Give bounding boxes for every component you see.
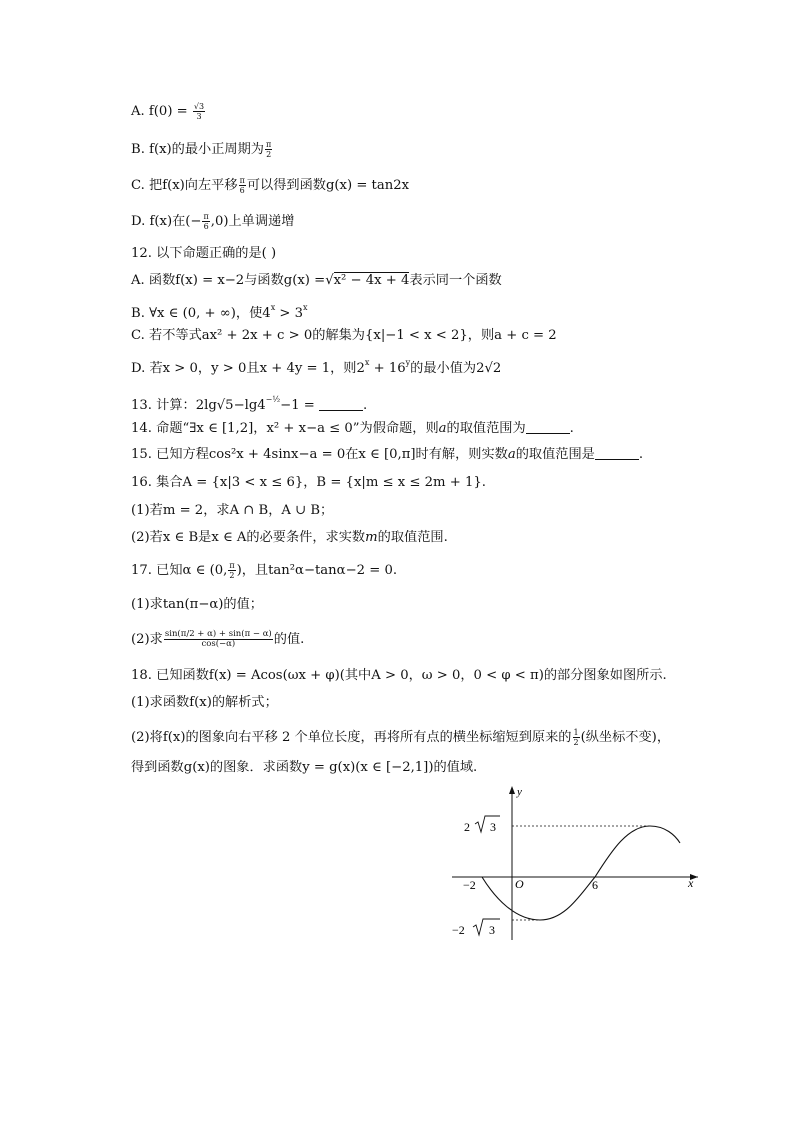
q12-d-exp1: x [364,358,370,367]
q15-answer-blank[interactable] [595,447,639,460]
q17-p2-text: (2)求 [131,632,163,647]
q17-stem-suffix: )，且tan²α−tanα−2 = 0. [236,563,398,578]
q13-exponent: −½ [265,395,281,404]
q12-d-text3: 的最小值为2√2 [410,361,502,376]
q14-suffix: 的取值范围为 [446,421,526,436]
min-label-sqrt [473,919,500,935]
q18-part2-cont: 得到函数g(x)的图象．求函数y = g(x)(x ∈ [−2,1])的值域. [131,760,478,775]
function-graph [440,780,710,950]
q11-a-fraction: $\frac{√3}{3}$ [193,102,205,121]
origin-label: O [515,877,524,891]
q12-b-exp2: x [303,303,308,312]
q18-part1: (1)求函数f(x)的解析式； [131,695,278,710]
q12-stem: 12. 以下命题正确的是( ) [131,246,277,261]
q11-b-text: B. f(x)的最小正周期为 [131,142,264,157]
min-label-radicand: 3 [489,923,495,937]
y-axis-label: y [517,786,522,798]
min-label-coef: −2 [452,923,465,937]
x-axis-label: x [688,876,694,890]
q11-d-fraction: $\frac{\pi}{6}$ [203,212,209,231]
q13-answer-blank[interactable] [319,398,363,411]
q11-c-text: C. 把f(x)向左平移 [131,178,238,193]
q12-option-d [131,354,501,378]
q11-option-b [131,140,273,159]
q14-answer-blank[interactable] [526,421,570,434]
q12-d-text2: + 16 [369,361,406,376]
q17-stem-text: 17. 已知α ∈ (0, [131,563,228,578]
q12-a-suffix: 表示同一个函数 [409,273,502,288]
max-label-coef: 2 [464,820,470,834]
q18-part2 [131,728,670,747]
q13-text: 13. 计算：2lg√5−lg4 [131,398,266,413]
q13-suffix: −1 = [280,398,315,413]
q14-var: a [438,421,447,436]
q16-p2-text: (2)若x ∈ B是x ∈ A的必要条件，求实数 [131,530,366,545]
q18-p2-text-b: (纵坐标不变)， [580,730,671,745]
q17-part1: (1)求tan(π−α)的值； [131,597,263,612]
q15: 15. 已知方程cos²x + 4sinx−a = 0在x ∈ [0,π]时有解，则实数a的取值范围是 . [131,447,644,462]
q12-option-b [131,299,308,323]
q17-stem [131,561,397,580]
q12-option-c: C. 若不等式ax² + 2x + c > 0的解集为{x|−1 < x < 2}，则a + c = 2 [131,328,557,343]
q16-part2 [131,529,448,547]
q18-fraction: $\frac{1}{2}$ [573,728,579,747]
q12-a-text: A. 函数f(x) = x−2与函数g(x) = [131,273,326,288]
q15-text: 15. 已知方程cos²x + 4sinx−a = 0在x ∈ [0,π]时有解，则实数 [131,447,508,462]
q12-option-a [131,272,502,290]
q14-text: 14. 命题“∃x ∈ [1,2]，x² + x−a ≤ 0”为假命题，则 [131,421,439,436]
q12-b-text: B. ∀x ∈ (0, + ∞)，使4 [131,306,271,321]
q12-d-text1: D. 若x > 0，y > 0且x + 4y = 1，则2 [131,361,365,376]
q17-p2-fraction: $\frac{\sin(\pi/2 + \alpha) + \sin(\pi - \alpha)}{\cos(-\alpha)}$ [164,629,272,649]
q11-c-fraction: $\frac{\pi}{6}$ [239,176,245,195]
q11-c-suffix: 可以得到函数g(x) = tan2x [246,178,410,193]
q11-b-fraction: $\frac{\pi}{2}$ [266,140,272,159]
q15-var: a [507,447,516,462]
q15-suffix: 的取值范围是 [515,447,595,462]
tick-label-neg2: −2 [463,878,476,892]
q12-b-exp1: x [270,303,276,312]
q14: 14. 命题“∃x ∈ [1,2]，x² + x−a ≤ 0”为假命题，则a的取值范围为 . [131,421,574,436]
q11-d-suffix: ,0)上单调递增 [210,214,295,229]
q13: 13. 计算：$2\lg√5-\lg 4^{-\frac{1}{2}}-1$ = . [131,395,368,413]
sqrt-symbol: √ [325,273,334,288]
q16-part1: (1)若m = 2，求A ∩ B，A ∪ B； [131,503,334,518]
q16-p2-var: m [365,530,378,545]
q11-d-text: D. f(x)在(− [131,214,202,229]
q18-p2-text: (2)将f(x)的图象向右平移 2 个单位长度，再将所有点的横坐标缩短到原来的 [131,730,572,745]
q16-p2-suffix: 的取值范围. [377,530,448,545]
q11-option-c [131,176,409,195]
max-label-radicand: 3 [490,820,496,834]
q17-fraction: $\frac{\pi}{2}$ [229,561,235,580]
q17-p2-suffix: 的值. [273,632,305,647]
q12-a-radicand: x² − 4x + 4 [333,273,410,288]
q12-b-mid: > 3 [275,306,304,321]
y-axis-arrow [509,786,515,794]
q18-stem: 18. 已知函数f(x) = Acos(ωx + φ)(其中A > 0，ω > 0，0 < φ < π)的部分图象如图所示. [131,668,667,683]
q11-option-d [131,212,294,231]
q17-part2 [131,630,304,649]
q12-d-exp2: y [405,358,411,367]
q11-a-text: A. f(0) = [131,104,188,119]
tick-label-6: 6 [592,878,598,892]
max-label-sqrt [475,816,500,832]
q16-stem: 16. 集合A = {x|3 < x ≤ 6}，B = {x|m ≤ x ≤ 2m + 1}. [131,475,486,490]
q11-option-a [131,102,206,121]
